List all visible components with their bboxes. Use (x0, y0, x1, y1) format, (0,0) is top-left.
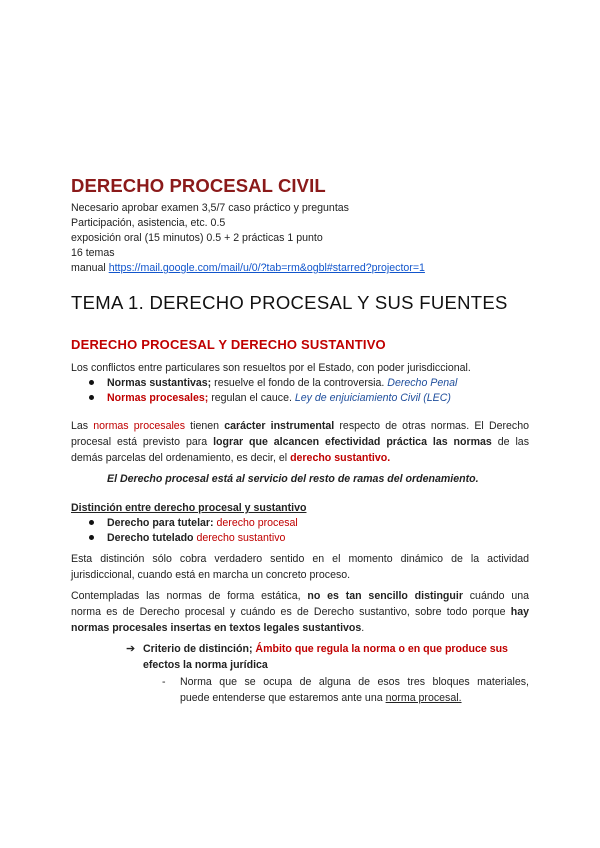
bullet-item (107, 390, 451, 406)
bullet-term: Derecho tutelado (107, 532, 194, 544)
dash-marker: - (162, 676, 166, 688)
text-run: . (361, 622, 365, 634)
sub-item-line: Norma que se ocupa de alguna de esos tres bloques materiales, (180, 676, 529, 688)
tema-title: TEMA 1. DERECHO PROCESAL Y SUS FUENTES (71, 292, 508, 313)
bullet-item (107, 530, 285, 546)
text-run: derecho sustantivo. (290, 452, 391, 464)
bullet-text: regulan el cauce. (208, 392, 295, 404)
paragraph-line (71, 450, 390, 466)
text-run: lograr que alcancen efectividad práctica las normas (213, 436, 492, 448)
document-title: DERECHO PROCESAL CIVIL (71, 175, 326, 196)
criterio-line (143, 641, 508, 657)
paragraph-line: Esta distinción sólo cobra verdadero sentido en el momento dinámico de la actividad (71, 553, 529, 565)
paragraph-line (71, 604, 529, 620)
manual-line (71, 261, 425, 275)
intro-paragraph: Los conflictos entre particulares son resueltos por el Estado, con poder jurisdiccional. (71, 362, 471, 374)
paragraph-line: jurisdiccional, cuando está en marcha un concreto proceso. (71, 569, 351, 581)
text-run: normas procesales insertas en textos legales sustantivos (71, 622, 362, 634)
text-run: respecto de otras normas. El Derecho (334, 420, 529, 432)
bullet-item (107, 515, 298, 531)
info-line: Necesario aprobar examen 3,5/7 caso práctico y preguntas (71, 202, 349, 214)
info-line: exposición oral (15 minutos) 0.5 + 2 prácticas 1 punto (71, 232, 323, 244)
highlight-statement: El Derecho procesal está al servicio del resto de ramas del ordenamiento. (107, 473, 479, 485)
text-run: carácter instrumental (224, 420, 335, 432)
paragraph-line (71, 434, 529, 450)
bullet-example: Derecho Penal (387, 377, 458, 389)
bullet-term: Normas sustantivas; (107, 377, 212, 389)
bullet-text: derecho sustantivo (193, 532, 286, 544)
paragraph-line (71, 620, 364, 636)
paragraph-line (71, 588, 529, 604)
bullet-dot (89, 535, 94, 540)
bullet-item (107, 375, 457, 391)
info-line: 16 temas (71, 247, 115, 259)
bullet-text: resuelve el fondo de la controversia. (211, 377, 388, 389)
text-run: procesal está previsto para (71, 436, 214, 448)
bullet-dot (89, 520, 94, 525)
text-run: de las (491, 436, 529, 448)
text-run: hay (510, 606, 529, 618)
text-run: no es tan sencillo distinguir (307, 590, 463, 602)
text-run: demás parcelas del ordenamiento, es decir, el (71, 452, 291, 464)
section-title: DERECHO PROCESAL Y DERECHO SUSTANTIVO (71, 337, 386, 352)
text-run: puede entenderse que estaremos ante una (180, 692, 386, 704)
sub-item-line (180, 690, 462, 706)
info-line: Participación, asistencia, etc. 0.5 (71, 217, 226, 229)
text-run: Criterio de distinción; (143, 643, 256, 655)
text-run: norma es de Derecho procesal y cuándo es de Derecho sustantivo, sobre todo porque (71, 606, 511, 618)
criterio-line: efectos la norma jurídica (143, 659, 268, 671)
arrow-icon: ➔ (126, 643, 136, 655)
text-run: normas procesales (93, 420, 185, 432)
text-run: Las (71, 420, 94, 432)
text-run: Contempladas las normas de forma estática, (71, 590, 308, 602)
text-run: Ámbito que regula la norma o en que produce sus (255, 643, 508, 655)
text-run: norma procesal. (385, 692, 462, 704)
bullet-dot (89, 380, 94, 385)
text-run: tienen (185, 420, 225, 432)
bullet-term: Normas procesales; (107, 392, 209, 404)
bullet-example: Ley de enjuiciamiento Civil (LEC) (294, 392, 451, 404)
paragraph-line (71, 418, 529, 434)
bullet-term: Derecho para tutelar: (107, 517, 214, 529)
manual-link[interactable]: https://mail.google.com/mail/u/0/?tab=rm&ogbl#starred?projector=1 (108, 262, 425, 274)
bullet-dot (89, 395, 94, 400)
manual-label: manual (71, 262, 109, 274)
subsection-title: Distinción entre derecho procesal y sustantivo (71, 502, 307, 514)
text-run: cuándo una (462, 590, 530, 602)
bullet-text: derecho procesal (213, 517, 298, 529)
